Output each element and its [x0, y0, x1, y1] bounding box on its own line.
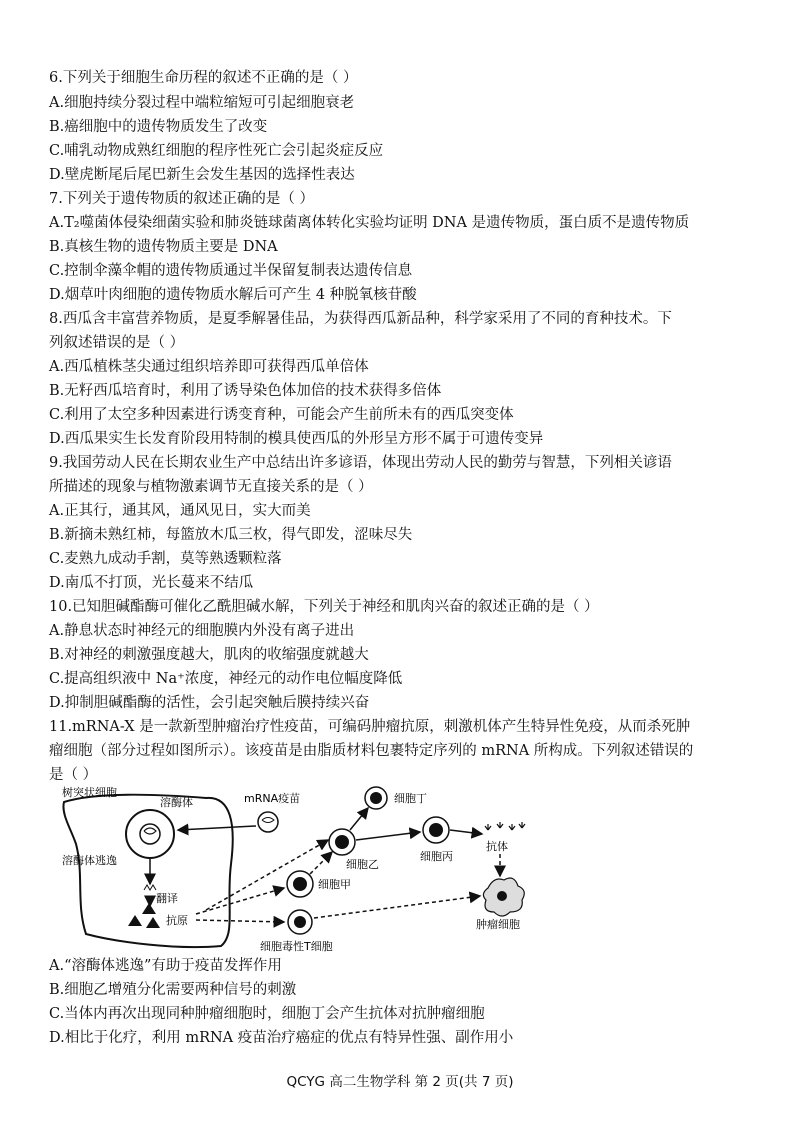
q11-stem-line3: 是（ ）	[49, 767, 98, 783]
q9-option-d: D.南瓜不打顶，光长蔓来不结瓜	[49, 575, 254, 591]
q11-stem-line1: 11.mRNA-X 是一款新型肿瘤治疗性疫苗，可编码肿瘤抗原，刺激机体产生特异性免疫，从而杀死肿	[49, 719, 691, 735]
q6-option-c: C.哺乳动物成熟红细胞的程序性死亡会引起炎症反应	[49, 143, 384, 159]
q11-option-c: C.当体内再次出现同种肿瘤细胞时，细胞丁会产生抗体对抗肿瘤细胞	[49, 1006, 485, 1022]
q9-option-c: C.麦熟九成动手割，莫等熟透颗粒落	[49, 551, 282, 567]
q7-option-a: A.T₂噬菌体侵染细菌实验和肺炎链球菌离体转化实验均证明 DNA 是遗传物质，蛋白质不是遗传物质	[49, 215, 690, 231]
tumor-cell-label: 肿瘤细胞	[476, 918, 520, 931]
q9-option-b: B.新摘未熟红柿，每篮放木瓜三枚，得气即发，涩味尽失	[49, 527, 413, 543]
cell-bing-label: 细胞丙	[420, 850, 453, 863]
q10-option-a: A.静息状态时神经元的细胞膜内外没有离子进出	[49, 623, 355, 639]
antigen-triangle-3	[146, 917, 160, 928]
q9-stem-line2: 所描述的现象与植物激素调节无直接关系的是（ ）	[49, 479, 373, 495]
q8-stem-line1: 8.西瓜含丰富营养物质，是夏季解暑佳品，为获得西瓜新品种，科学家采用了不同的育种技术。下	[49, 311, 672, 327]
q9-option-a: A.正其行，通其风，通风见日，实大而美	[49, 503, 311, 519]
q7-option-d: D.烟草叶肉细胞的遗传物质水解后可产生 4 种脱氧核苷酸	[49, 287, 417, 303]
q6-stem: 6.下列关于细胞生命历程的叙述不正确的是（ ）	[49, 70, 358, 86]
q6-option-a: A.细胞持续分裂过程中端粒缩短可引起细胞衰老	[49, 95, 355, 111]
dendritic-cell-outline	[63, 795, 232, 947]
q9-stem-line1: 9.我国劳动人民在长期农业生产中总结出许多谚语，体现出劳动人民的勤劳与智慧，下列相关谚语	[49, 455, 672, 471]
q11-option-d: D.相比于化疗，利用 mRNA 疫苗治疗癌症的优点有特异性强、副作用小	[49, 1030, 514, 1046]
q7-option-b: B.真核生物的遗传物质主要是 DNA	[49, 239, 278, 255]
lysosome-escape-label: 溶酶体逃逸	[62, 854, 117, 867]
q11-stem-line2: 瘤细胞（部分过程如图所示）。该疫苗是由脂质材料包裹特定序列的 mRNA 所构成。下列叙述错误的	[49, 743, 694, 759]
q6-option-d: D.壁虎断尾后尾巴新生会发生基因的选择性表达	[49, 167, 355, 183]
q8-option-b: B.无籽西瓜培育时，利用了诱导染色体加倍的技术获得多倍体	[49, 383, 442, 399]
q11-option-a: A.“溶酶体逃逸”有助于疫苗发挥作用	[49, 958, 282, 974]
q8-stem-line2: 列叙述错误的是（ ）	[49, 335, 185, 351]
q10-option-c: C.提高组织液中 Na⁺浓度，神经元的动作电位幅度降低	[49, 671, 403, 687]
antibody-label: 抗体	[486, 840, 508, 853]
cell-ding-label: 细胞丁	[394, 792, 427, 805]
q6-option-b: B.癌细胞中的遗传物质发生了改变	[49, 119, 268, 135]
ctl-label: 细胞毒性T细胞	[260, 940, 333, 953]
q11-option-b: B.细胞乙增殖分化需要两种信号的刺激	[49, 982, 297, 998]
q8-option-d: D.西瓜果实生长发育阶段用特制的模具使西瓜的外形呈方形不属于可遗传变异	[49, 431, 544, 447]
translation-label: 翻译	[156, 892, 178, 905]
page-footer: QCYG 高二生物学科 第 2 页(共 7 页)	[286, 1074, 514, 1090]
q10-option-b: B.对神经的刺激强度越大，肌肉的收缩强度就越大	[49, 647, 369, 663]
antibody-icons	[485, 822, 525, 830]
dendritic-cell-label: 树突状细胞	[62, 786, 117, 799]
immune-response-diagram	[56, 784, 556, 956]
q10-option-d: D.抑制胆碱酯酶的活性，会引起突触后膜持续兴奋	[49, 695, 370, 711]
antigen-label: 抗原	[166, 914, 188, 927]
antigen-triangle-2	[142, 903, 156, 914]
q8-option-a: A.西瓜植株茎尖通过组织培养即可获得西瓜单倍体	[49, 359, 369, 375]
q8-option-c: C.利用了太空多种因素进行诱变育种，可能会产生前所未有的西瓜突变体	[49, 407, 514, 423]
lysosome-label: 溶酶体	[160, 796, 193, 809]
q7-stem: 7.下列关于遗传物质的叙述正确的是（ ）	[49, 191, 314, 207]
cell-jia-label: 细胞甲	[318, 878, 351, 891]
cell-yi-label: 细胞乙	[346, 858, 379, 871]
q7-option-c: C.控制伞藻伞帽的遗传物质通过半保留复制表达遗传信息	[49, 263, 413, 279]
antigen-triangle-1	[128, 915, 142, 926]
q10-stem: 10.已知胆碱酯酶可催化乙酰胆碱水解，下列关于神经和肌肉兴奋的叙述正确的是（ ）	[49, 599, 599, 615]
mrna-vaccine-label: mRNA疫苗	[244, 792, 301, 805]
